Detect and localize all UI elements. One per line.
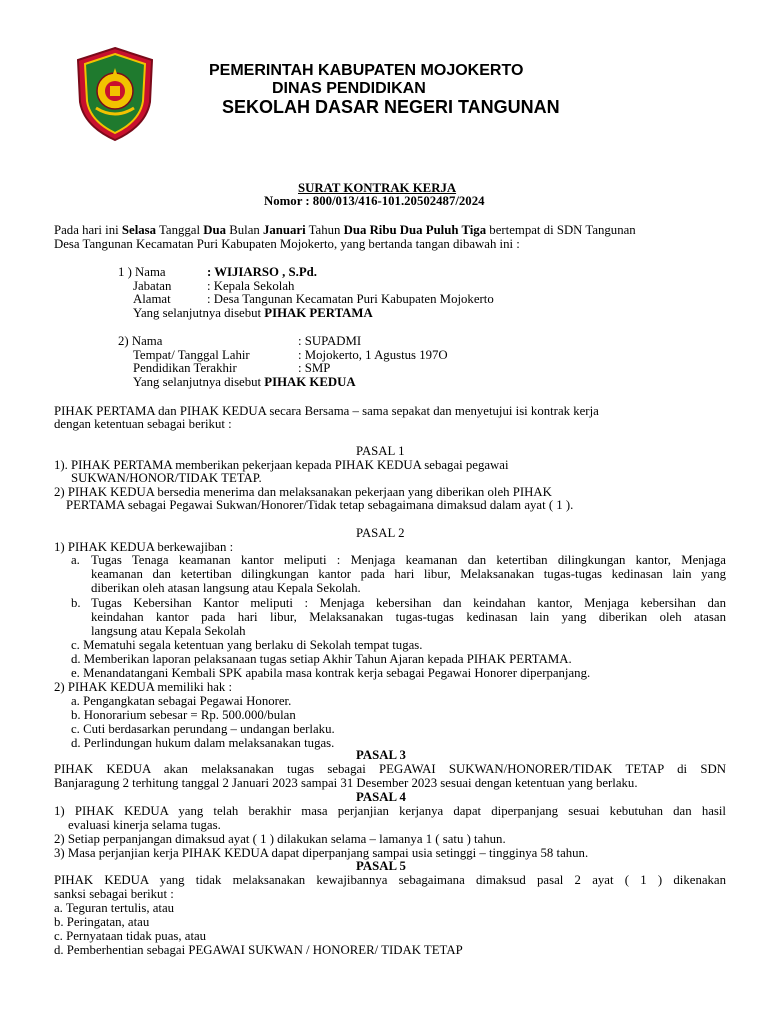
header-government: PEMERINTAH KABUPATEN MOJOKERTO [209, 62, 524, 79]
header-school: SEKOLAH DASAR NEGERI TANGUNAN [222, 97, 560, 117]
kabupaten-mojokerto-emblem [74, 46, 156, 142]
pasal2-d: d. Memberikan laporan pelaksanaan tugas setiap Akhir Tahun Ajaran kepada PIHAK PERTAMA. [71, 652, 572, 666]
pasal1-item1-line1: 1). PIHAK PERTAMA memberikan pekerjaan kepada PIHAK KEDUA sebagai pegawai [54, 458, 509, 472]
pasal2-right-c: c. Cuti berdasarkan perundang – undangan berlaku. [71, 722, 335, 736]
party1-address-label: Alamat [133, 292, 171, 306]
pasal2-title: PASAL 2 [356, 526, 405, 540]
document-title: SURAT KONTRAK KERJA [298, 181, 457, 195]
party2-education-value: : SMP [298, 361, 331, 375]
pasal2-b-marker: b. [71, 596, 81, 610]
party1-position-label: Jabatan [133, 279, 172, 293]
pasal3-title: PASAL 3 [356, 748, 406, 762]
agreement-line-2: dengan ketentuan sebagai berikut : [54, 417, 232, 431]
intro-line-1: Pada hari ini Selasa Tanggal Dua Bulan Januari Tahun Dua Ribu Dua Puluh Tiga bertempat di SDN Tangunan [54, 223, 636, 237]
pasal4-line3: 2) Setiap perpanjangan dimaksud ayat ( 1 ) dilakukan selama – lamanya 1 ( satu ) tahun. [54, 832, 506, 846]
pasal5-sanction-a: a. Teguran tertulis, atau [54, 901, 175, 915]
party1-name-label: 1 ) Nama [118, 265, 166, 279]
pasal5-sanction-c: c. Pernyataan tidak puas, atau [54, 929, 207, 943]
pasal5-line2: sanksi sebagai berikut : [54, 887, 174, 901]
intro-line-2: Desa Tangunan Kecamatan Puri Kabupaten Mojokerto, yang bertanda tangan dibawah ini : [54, 237, 520, 251]
pasal1-title: PASAL 1 [356, 444, 405, 458]
pasal2-a-line3: diberikan oleh atasan langsung atau Kepala Sekolah. [91, 581, 361, 595]
pasal2-right-b: b. Honorarium sebesar = Rp. 500.000/bulan [71, 708, 296, 722]
pasal4-title: PASAL 4 [356, 790, 406, 804]
party2-name-value: : SUPADMI [298, 334, 362, 348]
pasal2-right-d: d. Perlindungan hukum dalam melaksanakan tugas. [71, 736, 335, 750]
pasal4-line2: evaluasi kinerja selama tugas. [68, 818, 221, 832]
party1-name-value: : WIJIARSO , S.Pd. [207, 265, 317, 279]
party2-birth-value: : Mojokerto, 1 Agustus 197O [298, 348, 448, 362]
pasal5-sanction-b: b. Peringatan, atau [54, 915, 150, 929]
pasal3-line2: Banjaragung 2 terhitung tanggal 2 Januari 2023 sampai 31 Desember 2023 sesuai dengan ketentuan yang berlaku. [54, 776, 638, 790]
pasal5-sanction-d: d. Pemberhentian sebagai PEGAWAI SUKWAN / HONORER/ TIDAK TETAP [54, 943, 463, 957]
pasal2-obligations-heading: 1) PIHAK KEDUA berkewajiban : [54, 540, 234, 554]
pasal2-right-a: a. Pengangkatan sebagai Pegawai Honorer. [71, 694, 292, 708]
pasal2-a-marker: a. [71, 553, 80, 567]
party1-designation: Yang selanjutnya disebut PIHAK PERTAMA [133, 306, 373, 320]
pasal5-line1: PIHAK KEDUA yang tidak melaksanakan kewajibannya sebagaimana dimaksud pasal 2 ayat ( 1 ) dikenakan [54, 873, 726, 887]
pasal2-a-line1: Tugas Tenaga keamanan kantor meliputi : Menjaga keamanan dan ketertiban dilingkungan kantor, Menjaga [91, 553, 726, 567]
party2-designation: Yang selanjutnya disebut PIHAK KEDUA [133, 375, 356, 389]
pasal2-rights-heading: 2) PIHAK KEDUA memiliki hak : [54, 680, 233, 694]
pasal4-line4: 3) Masa perjanjian kerja PIHAK KEDUA dapat diperpanjang sampai usia setinggi – tingginya 58 tahun. [54, 846, 589, 860]
pasal1-item2-line2: PERTAMA sebagai Pegawai Sukwan/Honorer/Tidak tetap sebagaimana dimaksud dalam ayat ( 1 ). [66, 498, 574, 512]
pasal3-line1: PIHAK KEDUA akan melaksanakan tugas sebagai PEGAWAI SUKWAN/HONORER/TIDAK TETAP di SDN [54, 762, 726, 776]
agreement-line-1: PIHAK PERTAMA dan PIHAK KEDUA secara Bersama – sama sepakat dan menyetujui isi kontrak kerja [54, 404, 599, 418]
party2-birth-label: Tempat/ Tanggal Lahir [133, 348, 250, 362]
pasal2-b-line1: Tugas Kebersihan Kantor meliputi : Menjaga kebersihan dan keindahan kantor, Menjaga kebersihan dan [91, 596, 726, 610]
document-number: Nomor : 800/013/416-101.20502487/2024 [264, 194, 485, 208]
party1-position-value: : Kepala Sekolah [207, 279, 295, 293]
pasal2-e: e. Menandatangani Kembali SPK apabila masa kontrak kerja sebagai Pegawai Honorer diperpanjang. [71, 666, 591, 680]
pasal2-b-line3: langsung atau Kepala Sekolah [91, 624, 246, 638]
pasal4-line1: 1) PIHAK KEDUA yang telah berakhir masa perjanjian kerjanya dapat diperpanjang sesuai kebutuhan dan hasil [54, 804, 726, 818]
header-department: DINAS PENDIDIKAN [272, 80, 426, 97]
pasal1-item2-line1: 2) PIHAK KEDUA bersedia menerima dan melaksanakan pekerjaan yang diberikan oleh PIHAK [54, 485, 552, 499]
pasal2-b-line2: keindahan kantor pada hari libur, Melaksanakan tugas-tugas kedinasan lain yang diberikan oleh atasan [91, 610, 726, 624]
pasal2-c: c. Mematuhi segala ketentuan yang berlaku di Sekolah tempat tugas. [71, 638, 423, 652]
party1-address-value: : Desa Tangunan Kecamatan Puri Kabupaten Mojokerto [207, 292, 494, 306]
pasal5-title: PASAL 5 [356, 859, 406, 873]
pasal2-a-line2: keamanan dan ketertiban dilingkungan kantor pada hari libur, Melaksanakan tugas-tugas kedinasan lain yang [91, 567, 726, 581]
pasal1-item1-line2: SUKWAN/HONOR/TIDAK TETAP. [71, 471, 262, 485]
party2-name-label: 2) Nama [118, 334, 163, 348]
party2-education-label: Pendidikan Terakhir [133, 361, 237, 375]
